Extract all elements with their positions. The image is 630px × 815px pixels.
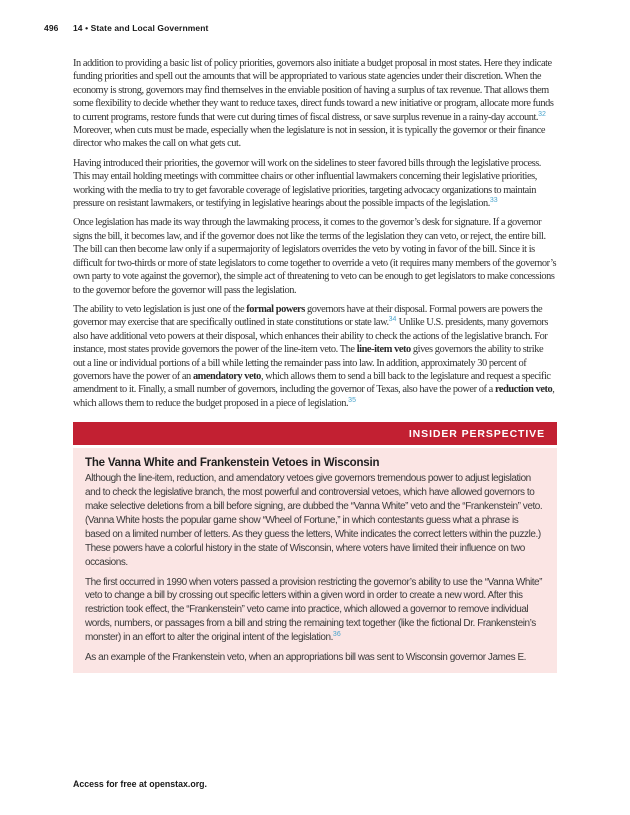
- paragraph-text: Once legislation has made its way through the lawmaking process, it comes to the governor’s desk for signature. If a governor signs the bill, it becomes law, and if the governor does not like the terms of the legislation they can veto, or reject, the entire bill. The bill can then become law only if a supermajority of legislators overrides the veto by voting in favor of the bill. Since it is difficult for two-thirds or more of state legislators to come together to override a veto (it requires many members of the governor’s own party to vote against the governor), the simple act of threatening to veto can be enough to get legislators to make concessions to the governor before the governor will pass the legislation.: [73, 217, 557, 296]
- page-header: [44, 23, 208, 33]
- footnote-link-32[interactable]: 32: [538, 110, 546, 118]
- chapter-breadcrumb: 14 • State and Local Government: [72, 23, 209, 33]
- paragraph-formal-powers: [73, 303, 557, 410]
- insider-box-title: The Vanna White and Frankenstein Vetoes in Wisconsin: [85, 457, 380, 470]
- paragraph-budget-proposal: [73, 57, 557, 151]
- insider-paragraph-3: As an example of the Frankenstein veto, when an appropriations bill was sent to Wisconsin governor James E.: [85, 652, 526, 664]
- footer-text: Access for free at openstax.org.: [73, 779, 207, 789]
- insider-perspective-banner: [73, 422, 557, 445]
- paragraph-text: The first occurred in 1990 when voters passed a provision restricting the governor’s ability to use the “Vanna White” veto to change a bill by crossing out specific letters within a given word in order to create a new word. After this restriction took effect, the “Frankenstein” veto came into practice, which allowed a governor to remove individual words, numbers, or passages from a bill and string the remaining text together (like the fictional Dr. Frankenstein’s monster) in an effort to alter the original intent of the legislation.: [85, 576, 543, 644]
- footnote-link-35[interactable]: 35: [348, 396, 356, 404]
- banner-label: INSIDER PERSPECTIVE: [408, 428, 545, 441]
- paragraph-text: Unlike U.S. presidents, many governors also have additional veto powers at their disposal, which enhances their ability to check the actions of the legislative branch. For instance, most states provide governors the power of the line-item veto. The: [73, 317, 548, 356]
- paragraph-text: In addition to providing a basic list of policy priorities, governors also initiate a budget proposal in most states. Here they indicate funding priorities and spell out the amounts that will be appropriated to various state agencies under their discretion. When the economy is strong, governors may find themselves in the enviable position of having a surplus of tax revenue. That allows them some flexibility to decide whether they want to reduce taxes, direct funds toward a new initiative or program, allocate more funds to current programs, restore funds that were cut during times of fiscal distress, or save surplus revenue in a rainy-day account.: [73, 58, 554, 123]
- paragraph-text: , which allows them to reduce the budget proposed in a piece of legislation.: [73, 384, 555, 409]
- paragraph-text: The ability to veto legislation is just one of the: [73, 303, 247, 315]
- paragraph-text: gives governors the ability to strike out a line or individual portions of a bill while letting the remainder pass into law. In addition, approximately 30 percent of governors have the power of an: [73, 344, 544, 382]
- page-content: [73, 57, 557, 673]
- paragraph-text: Moreover, when cuts must be made, especially when the legislature is not in session, it is typically the governor or their finance director who makes the call on what gets cut.: [73, 125, 546, 150]
- footnote-link-34[interactable]: 34: [388, 316, 397, 324]
- insider-perspective-box: [73, 448, 557, 673]
- key-term-amendatory-veto: amendatory veto: [192, 370, 261, 382]
- paragraph-text: governors have at their disposal. Formal powers are powers the governor may exercise that are specifically outlined in state constitutions or state law.: [73, 303, 543, 329]
- page-footer: [73, 779, 207, 789]
- paragraph-steering-bills: [73, 157, 557, 211]
- insider-paragraph-2: [85, 576, 545, 646]
- key-term-line-item-veto: line-item veto: [356, 344, 411, 356]
- footnote-link-36[interactable]: 36: [332, 631, 341, 639]
- key-term-formal-powers: formal powers: [246, 303, 305, 315]
- footnote-link-33[interactable]: 33: [489, 197, 498, 205]
- insider-paragraph-1: Although the line-item, reduction, and amendatory vetoes give governors tremendous power to adjust legislation and to check the legislative branch, the most powerful and controversial vetoes, which have allowed governors to make selective deletions from a bill before signing, are dubbed the “Vanna White” veto and the “Frankenstein” veto. (Vanna White hosts the popular game show “Wheel of Fortune,” in which contestants guess what a phrase is based on a limited number of letters. As they guess the letters, White indicates the correct letters within the puzzle.) These powers have a colorful history in the state of Wisconsin, where voters have limited their influence on two occasions.: [85, 473, 543, 568]
- page-number: 496: [44, 23, 59, 33]
- paragraph-text: , which allows them to send a bill back to the legislature and request a specific amendment to it. Finally, a small number of governors, including the governor of Texas, also have the power of a: [73, 370, 551, 396]
- paragraph-veto-signature: [73, 216, 557, 296]
- key-term-reduction-veto: reduction veto: [494, 384, 553, 396]
- paragraph-text: Having introduced their priorities, the governor will work on the sidelines to steer favored bills through the legislative process. This may entail holding meetings with committee chairs or other influential lawmakers concerning their legislative priorities, working with the media to try to get favorable coverage of legislative priorities, targeting advocacy organizations to maintain pressure on resistant lawmakers, or testifying in legislative hearings about the possible impacts of the legislation.: [73, 157, 541, 210]
